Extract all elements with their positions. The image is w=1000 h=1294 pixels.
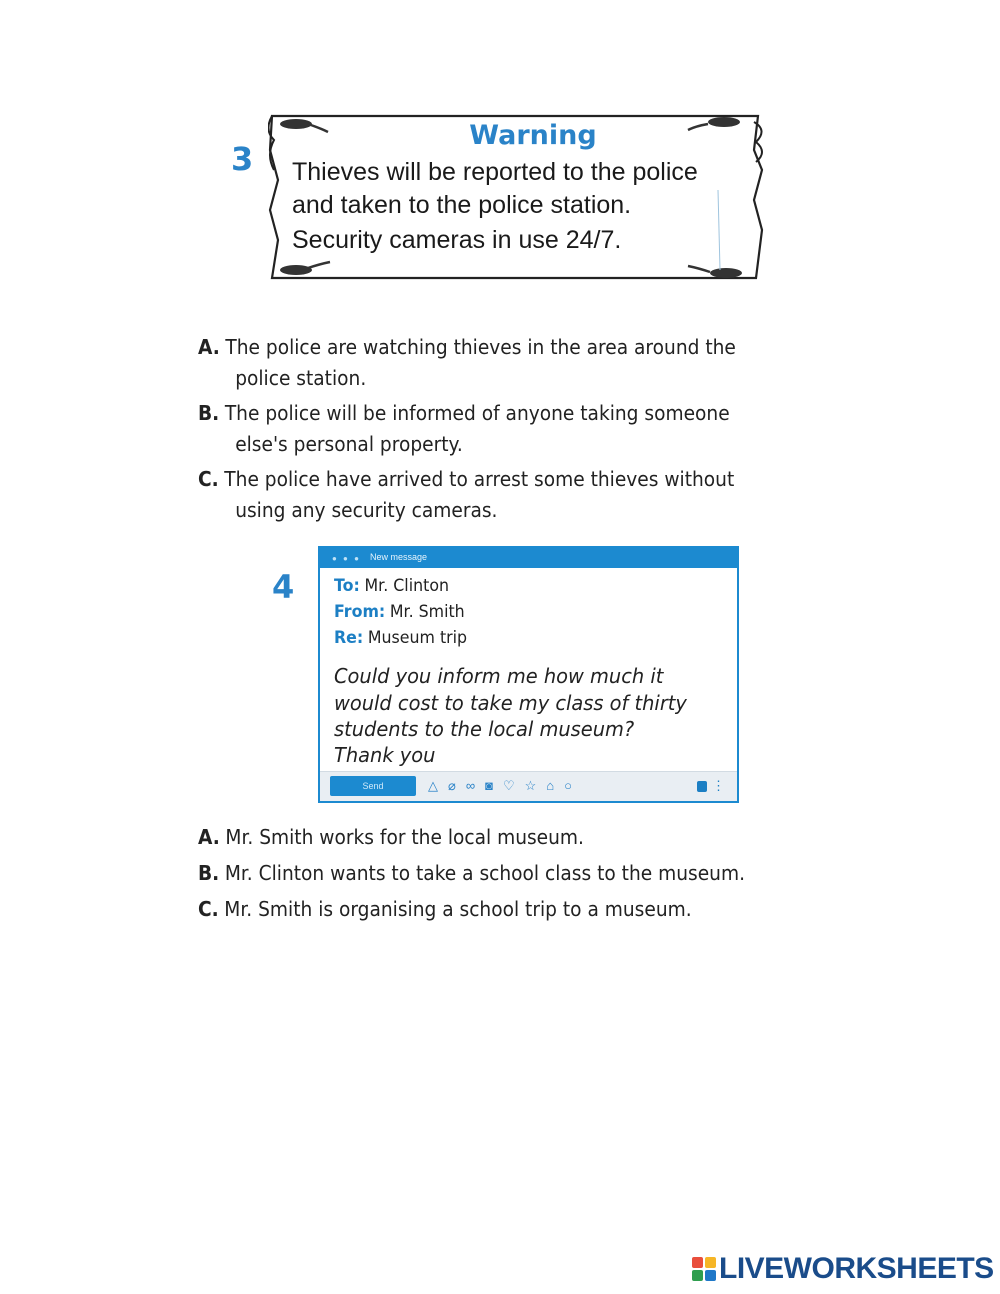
trash-icon[interactable] xyxy=(697,781,707,792)
q4-option-a[interactable] xyxy=(198,822,584,853)
warning-sign xyxy=(268,110,768,285)
option-text: The police have arrived to arrest some thieves without xyxy=(224,467,735,491)
sign-line-3: Security cameras in use 24/7. xyxy=(292,226,622,254)
option-text-cont: police station. xyxy=(235,366,367,390)
email-to-row xyxy=(334,576,449,596)
send-button[interactable]: Send xyxy=(330,776,416,796)
link-icon[interactable]: ∞ xyxy=(465,778,476,793)
attach-icon[interactable]: ⌀ xyxy=(448,778,456,793)
search-icon[interactable]: ○ xyxy=(564,778,572,793)
option-text: Mr. Smith is organising a school trip to a museum. xyxy=(224,897,692,921)
email-window xyxy=(318,546,739,803)
option-letter: A. xyxy=(198,335,220,359)
email-body-line-2: would cost to take my class of thirty xyxy=(334,691,687,715)
email-window-title: New message xyxy=(370,552,428,562)
toolbar-icons xyxy=(428,777,572,795)
window-controls-icon: ● ● ● xyxy=(332,554,361,563)
logo-cell xyxy=(692,1257,703,1268)
to-value: Mr. Clinton xyxy=(364,576,450,596)
from-label: From: xyxy=(334,602,386,622)
logo-cell xyxy=(705,1257,716,1268)
option-letter: B. xyxy=(198,401,220,425)
re-label: Re: xyxy=(334,628,364,648)
logo-grid-icon xyxy=(692,1257,716,1281)
q3-option-a[interactable] xyxy=(198,332,736,394)
liveworksheets-logo xyxy=(692,1252,992,1286)
logo-cell xyxy=(705,1270,716,1281)
q3-option-c[interactable] xyxy=(198,464,734,526)
option-text: The police will be informed of anyone taking someone xyxy=(224,401,730,425)
logo-cell xyxy=(692,1270,703,1281)
from-value: Mr. Smith xyxy=(389,602,465,622)
option-text: Mr. Smith works for the local museum. xyxy=(225,825,584,849)
email-re-row xyxy=(334,628,467,648)
logo-text: LIVEWORKSHEETS xyxy=(719,1252,994,1285)
star-icon[interactable]: ☆ xyxy=(524,778,537,793)
q4-option-c[interactable] xyxy=(198,894,692,925)
photo-icon[interactable]: ◙ xyxy=(485,778,493,793)
option-text: Mr. Clinton wants to take a school class to the museum. xyxy=(224,861,745,885)
option-letter: C. xyxy=(198,467,219,491)
more-options-icon[interactable]: ⋮ xyxy=(712,778,725,793)
question-3-number: 3 xyxy=(231,140,254,178)
email-toolbar xyxy=(320,771,737,801)
sign-line-2: and taken to the police station. xyxy=(292,191,632,219)
location-icon[interactable]: ♡ xyxy=(502,778,515,793)
email-body-line-1: Could you inform me how much it xyxy=(334,664,664,688)
email-title-bar xyxy=(320,548,737,568)
q3-option-b[interactable] xyxy=(198,398,730,460)
email-from-row xyxy=(334,602,465,622)
drive-icon[interactable]: ⌂ xyxy=(546,778,555,793)
question-4-number: 4 xyxy=(272,568,295,606)
option-text: The police are watching thieves in the area around the xyxy=(225,335,736,359)
option-letter: B. xyxy=(198,861,220,885)
option-text-cont: else's personal property. xyxy=(235,432,463,456)
format-icon[interactable]: △ xyxy=(428,778,438,793)
option-letter: C. xyxy=(198,897,219,921)
to-label: To: xyxy=(334,576,360,596)
sign-line-1: Thieves will be reported to the police xyxy=(292,158,698,186)
sign-title: Warning xyxy=(469,120,597,151)
re-value: Museum trip xyxy=(367,628,468,648)
option-letter: A. xyxy=(198,825,220,849)
option-text-cont: using any security cameras. xyxy=(235,498,498,522)
email-body-line-4: Thank you xyxy=(334,743,436,767)
email-body-line-3: students to the local museum? xyxy=(334,717,635,741)
q4-option-b[interactable] xyxy=(198,858,745,889)
